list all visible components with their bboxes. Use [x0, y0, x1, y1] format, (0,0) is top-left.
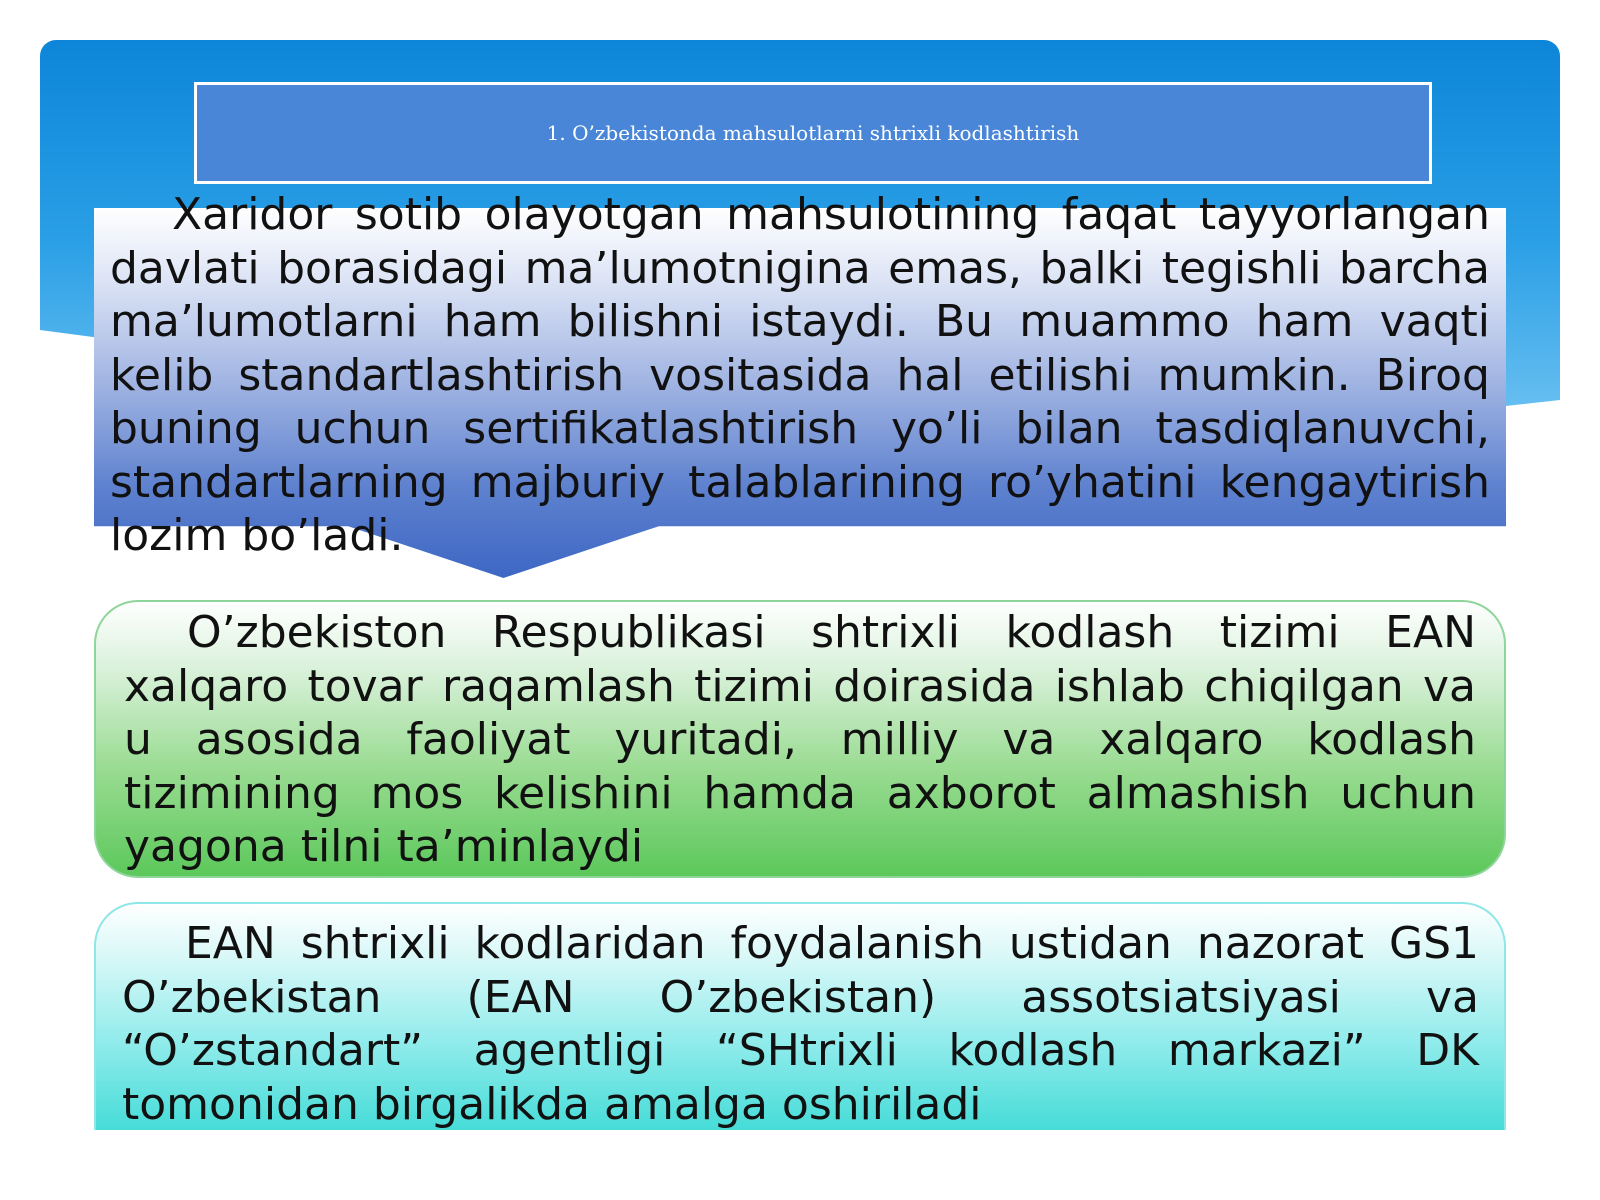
paragraph-3: EAN shtrixli kodlaridan foydalanish ustidan nazorat GS1 O’zbekistan (EAN O’zbekistan) assotsiatsiyasi va “O’zstandart” agentligi “SHtrixli kodlash markazi” DK tomonidan birgalikda amalga oshiriladi — [122, 918, 1479, 1130]
paragraph-1: Xaridor sotib olayotgan mahsulotining faqat tayyorlangan davlati borasidagi ma’lumotnigina emas, balki tegishli barcha ma’lumotlarni ham bilishni istaydi. Bu muammo ham vaqti kelib standartlashtirish vositasida hal etilishi mumkin. Biroq buning uchun sertifikatlashtirish yo’li bilan tasdiqlanuvchi, standartlarning majburiy talablarining ro’yhatini kengaytirish lozim bo’ladi. — [110, 189, 1490, 561]
slide-title: 1. O’zbekistonda mahsulotlarni shtrixli kodlashtirish — [546, 121, 1080, 145]
slide-title-box — [194, 82, 1432, 184]
paragraph-2: O’zbekiston Respublikasi shtrixli kodlash tizimi EAN xalqaro tovar raqamlash tizimi doirasida ishlab chiqilgan va u asosida faoliyat yuritadi, milliy va xalqaro kodlash tizimining mos kelishini hamda axborot almashish uchun yagona tilni ta’minlaydi — [124, 607, 1476, 872]
